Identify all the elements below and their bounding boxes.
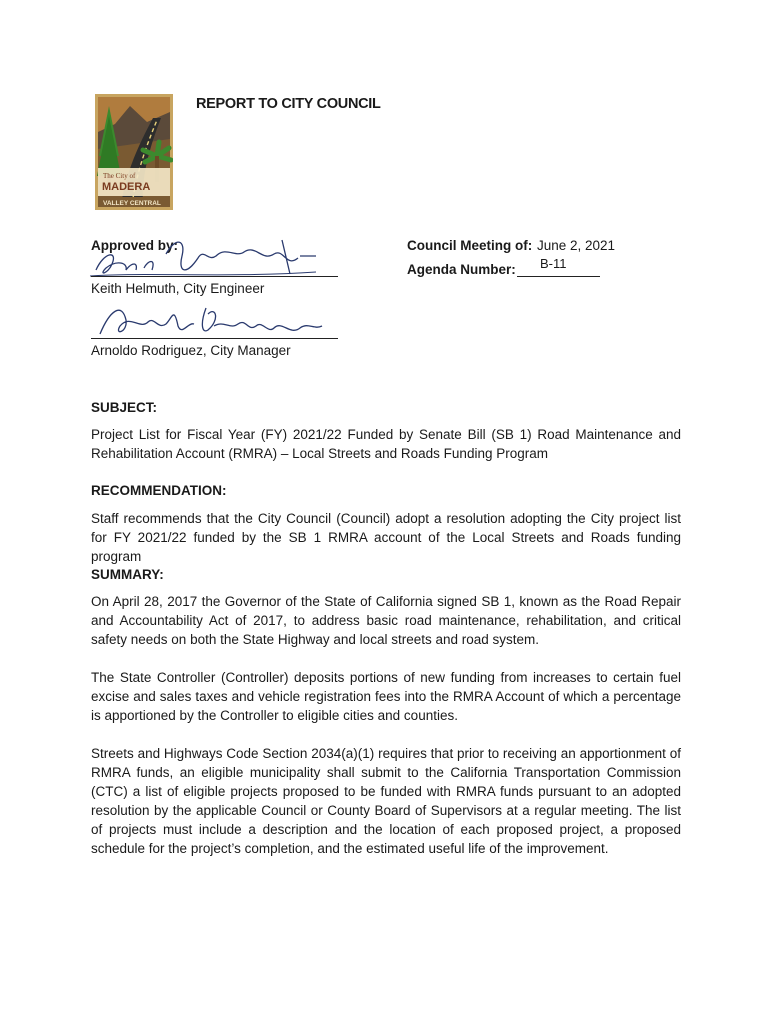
signature-line-1: [91, 276, 338, 277]
recommendation-text: Staff recommends that the City Council (Council) adopt a resolution adopting the City project list for FY 2021/22 funded by the SB 1 RMRA account of the Local Streets and Roads funding program: [91, 511, 681, 564]
signature-line-2: [91, 338, 338, 339]
summary-paragraph: On April 28, 2017 the Governor of the State of California signed SB 1, known as the Road Repair and Accountability Act of 2017, to address basic road maintenance, rehabilitation, and critical safety needs on both the State Highway and local streets and road system.: [91, 594, 681, 647]
logo-text-line3: VALLEY CENTRAL: [103, 200, 161, 207]
city-engineer-signature: [86, 232, 342, 282]
approved-by-label: Approved by:: [91, 238, 179, 253]
summary-paragraph: Streets and Highways Code Section 2034(a)(1) requires that prior to receiving an apportionment of RMRA funds, an eligible municipality shall submit to the California Transportation Commission (CTC) a list of eligible projects proposed to be funded with RMRA funds pursuant to an adopted resolution by the applicable Council or County Board of Supervisors at a regular meeting. The list of projects must include a description and the location of each proposed project, a proposed schedule for the project’s completion, and the estimated useful life of the improvement.: [91, 746, 681, 856]
agenda-number-value: B-11: [540, 256, 567, 271]
summary-heading: SUMMARY:: [91, 567, 164, 582]
city-engineer-name: Keith Helmuth, City Engineer: [91, 281, 265, 296]
city-of-madera-logo: [95, 94, 173, 210]
agenda-number-label: Agenda Number:: [407, 262, 516, 277]
council-meeting-label: Council Meeting of:: [407, 238, 533, 253]
agenda-number-line: [517, 276, 600, 277]
city-manager-name: Arnoldo Rodriguez, City Manager: [91, 343, 291, 358]
report-title: REPORT TO CITY COUNCIL: [196, 96, 381, 112]
subject-text: Project List for Fiscal Year (FY) 2021/22 Funded by Senate Bill (SB 1) Road Maintenance and Rehabilitation Account (RMRA) – Local Streets and Roads Funding Program: [91, 427, 681, 461]
subject-heading: SUBJECT:: [91, 400, 158, 415]
logo-text-line2: MADERA: [102, 181, 151, 193]
council-meeting-date: June 2, 2021: [537, 238, 616, 253]
city-manager-signature: [96, 300, 326, 342]
logo-text-line1: The City of: [103, 172, 136, 180]
recommendation-heading: RECOMMENDATION:: [91, 483, 227, 498]
summary-paragraph: The State Controller (Controller) deposits portions of new funding from increases to certain fuel excise and sales taxes and vehicle registration fees into the RMRA Account of which a percentage is apportioned by the Controller to eligible cities and counties.: [91, 670, 681, 723]
